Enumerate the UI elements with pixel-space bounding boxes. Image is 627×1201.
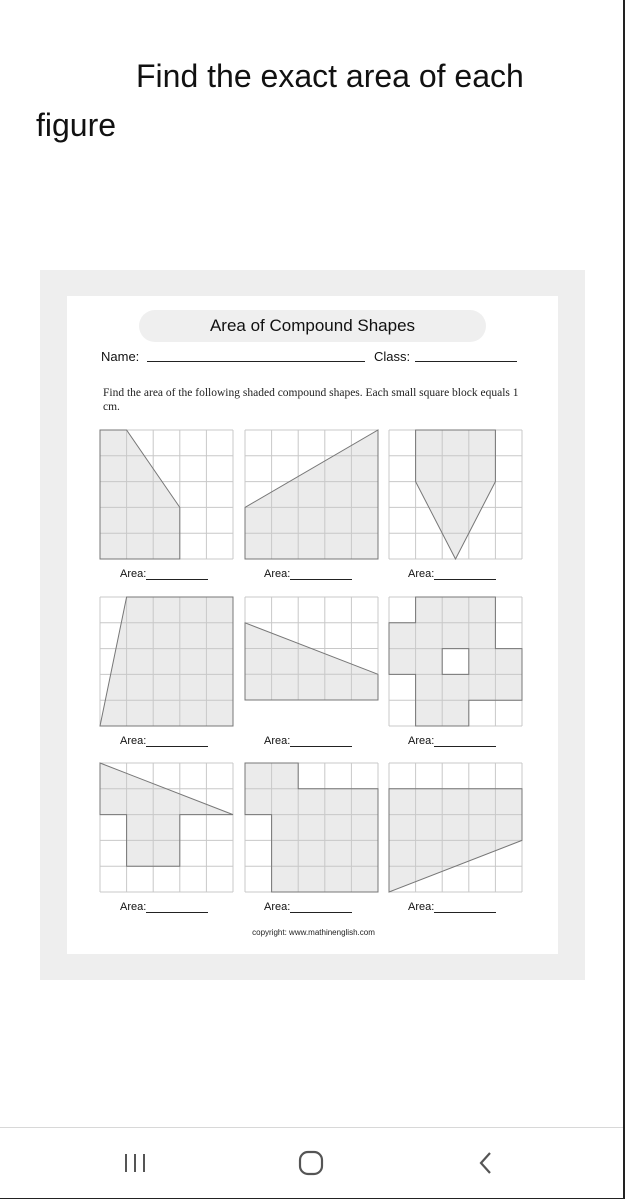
figure-8 bbox=[245, 763, 378, 892]
figure-9 bbox=[389, 763, 522, 892]
area-label: Area: bbox=[120, 735, 147, 747]
shaded-shape bbox=[245, 430, 378, 559]
recents-button[interactable] bbox=[110, 1142, 160, 1184]
area-label: Area: bbox=[120, 901, 147, 913]
home-button[interactable] bbox=[286, 1142, 336, 1184]
worksheet-instructions: Find the area of the following shaded compound shapes. Each small square block equals 1 cm. bbox=[103, 387, 519, 413]
shaded-shape bbox=[100, 597, 233, 726]
area-label: Area: bbox=[408, 735, 435, 747]
area-answer-2 bbox=[264, 568, 384, 580]
area-answer-4 bbox=[120, 735, 240, 747]
area-answer-1 bbox=[120, 568, 240, 580]
area-answer-7 bbox=[120, 901, 240, 913]
shaded-shape bbox=[245, 763, 378, 892]
shaded-shape bbox=[416, 430, 496, 559]
back-icon bbox=[476, 1150, 496, 1176]
shape-hole bbox=[442, 649, 469, 675]
area-label: Area: bbox=[120, 568, 147, 580]
area-answer-8 bbox=[264, 901, 384, 913]
back-button[interactable] bbox=[461, 1142, 511, 1184]
area-label: Area: bbox=[264, 735, 291, 747]
recents-icon bbox=[123, 1152, 147, 1174]
figure-4 bbox=[100, 597, 233, 726]
figure-3 bbox=[389, 430, 522, 559]
area-label: Area: bbox=[408, 568, 435, 580]
area-answer-5 bbox=[264, 735, 384, 747]
name-line bbox=[147, 361, 365, 362]
figure-5 bbox=[245, 597, 378, 700]
area-label: Area: bbox=[264, 568, 291, 580]
area-answer-3 bbox=[408, 568, 528, 580]
name-label: Name: bbox=[101, 349, 140, 364]
area-answer-6 bbox=[408, 735, 528, 747]
figure-1 bbox=[100, 430, 233, 559]
figure-6 bbox=[389, 597, 522, 726]
shaded-shape bbox=[245, 623, 378, 700]
area-answer-9 bbox=[408, 901, 528, 913]
figure-2 bbox=[245, 430, 378, 559]
area-label: Area: bbox=[264, 901, 291, 913]
worksheet-title: Area of Compound Shapes bbox=[139, 310, 486, 342]
class-line bbox=[415, 361, 517, 362]
question-prompt: Find the exact area of each figure bbox=[36, 58, 524, 143]
navigation-bar bbox=[0, 1127, 623, 1198]
class-label: Class: bbox=[374, 349, 411, 364]
area-label: Area: bbox=[408, 901, 435, 913]
worksheet-copyright: copyright: www.mathinenglish.com bbox=[252, 928, 375, 937]
home-icon bbox=[298, 1150, 324, 1176]
figure-7 bbox=[100, 763, 233, 892]
